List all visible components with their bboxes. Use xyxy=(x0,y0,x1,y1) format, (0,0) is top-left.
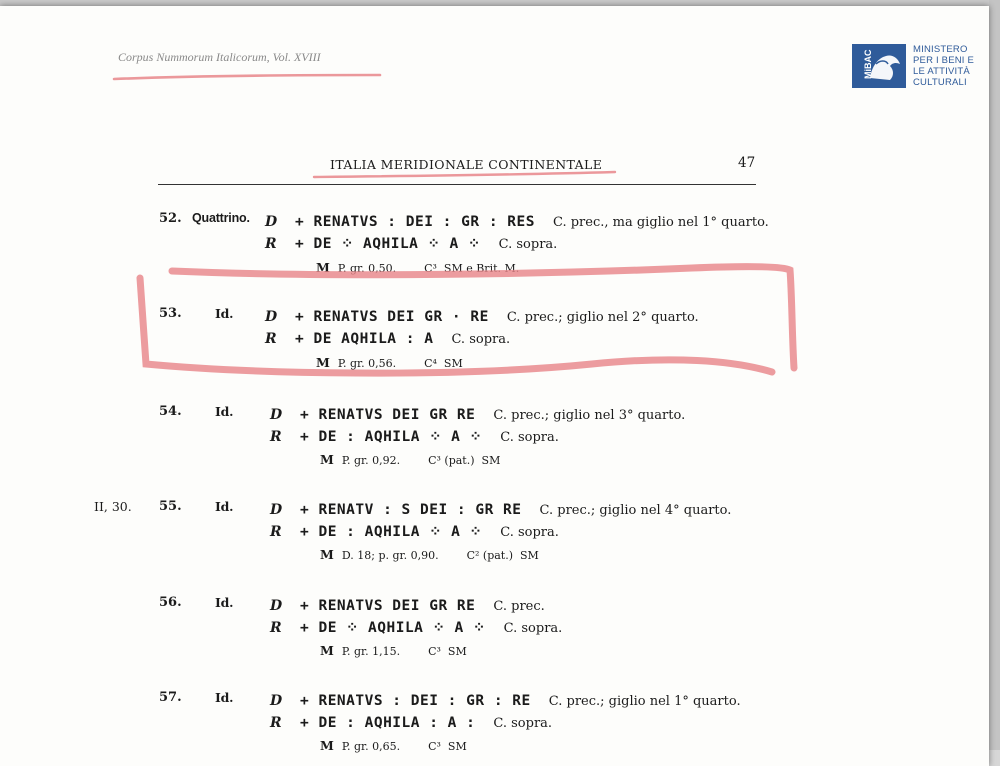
running-head: Corpus Nummorum Italicorum, Vol. XVIII xyxy=(118,50,321,64)
section-title: ITALIA MERIDIONALE CONTINENTALE xyxy=(330,157,603,172)
entry-denomination: Id. xyxy=(215,499,234,514)
reverse-line xyxy=(270,521,559,540)
obverse-line xyxy=(265,306,699,325)
obverse-line xyxy=(270,404,685,423)
entry-denomination: Id. xyxy=(215,690,234,705)
weight: D. 18; p. gr. 0,90. xyxy=(341,549,439,562)
ministry-name xyxy=(913,44,974,88)
weight: P. gr. 0,50. xyxy=(337,262,397,275)
metal-symbol: M xyxy=(320,452,334,467)
obverse-description: C. prec.; giglio nel 2° quarto. xyxy=(506,310,699,325)
rarity: C³ xyxy=(428,740,441,753)
entry-metadata xyxy=(320,643,467,658)
obverse-line xyxy=(270,499,731,518)
metal-symbol: M xyxy=(316,260,330,275)
rarity: C² (pat.) xyxy=(466,549,514,562)
reverse-symbol: R xyxy=(270,429,282,445)
reverse-line xyxy=(270,426,559,445)
obverse-legend: + RENATVS DEI GR RE xyxy=(300,598,476,614)
reverse-symbol: R xyxy=(270,524,282,540)
reverse-line xyxy=(265,328,510,347)
collections: SM xyxy=(447,740,467,753)
entry-metadata xyxy=(320,547,539,562)
rarity: C⁴ xyxy=(424,357,437,370)
reverse-description: C. sopra. xyxy=(498,237,558,252)
entry-denomination: Id. xyxy=(215,404,234,419)
highlight-underline-running-head xyxy=(110,70,385,84)
collections: SM xyxy=(481,454,501,467)
entry-number: 54. xyxy=(159,404,182,419)
weight: P. gr. 0,65. xyxy=(341,740,401,753)
obverse-legend: + RENATVS : DEI : GR : RES xyxy=(295,214,535,230)
obverse-legend: + RENATVS DEI GR · RE xyxy=(295,309,489,325)
obverse-line xyxy=(270,690,741,709)
ministry-name-line: PER I BENI E xyxy=(913,55,975,66)
reverse-symbol: R xyxy=(270,620,282,636)
header-rule xyxy=(158,184,756,185)
entry-denomination: Id. xyxy=(215,595,234,610)
obverse-symbol: D xyxy=(270,407,283,423)
entry-number: 55. xyxy=(159,499,182,514)
obverse-symbol: D xyxy=(270,693,283,709)
collections: SM xyxy=(520,549,539,562)
collections: SM e Brit. M. xyxy=(443,262,520,275)
entry-denomination: Id. xyxy=(215,306,234,321)
cross-reference: II, 30. xyxy=(94,499,132,514)
ministry-name-line: CULTURALI xyxy=(913,77,967,88)
obverse-description: C. prec.; giglio nel 4° quarto. xyxy=(539,503,732,518)
collections: SM xyxy=(447,645,467,658)
obverse-legend: + RENATV : S DEI : GR RE xyxy=(300,502,522,518)
obverse-symbol: D xyxy=(270,598,283,614)
obverse-legend: + RENATVS : DEI : GR : RE xyxy=(300,693,531,709)
weight: P. gr. 0,56. xyxy=(337,357,397,370)
entry-metadata xyxy=(320,452,500,467)
reverse-legend: + DE ⁘ AQHILA ⁘ A ⁘ xyxy=(300,620,486,636)
entry-number: 57. xyxy=(159,690,182,705)
page-number: 47 xyxy=(738,155,756,171)
obverse-description: C. prec.; giglio nel 3° quarto. xyxy=(493,408,686,423)
logo-mark-text: MiBAC xyxy=(863,49,873,79)
obverse-description: C. prec. xyxy=(493,599,545,614)
publisher-logo xyxy=(852,44,977,94)
reverse-description: C. sopra. xyxy=(503,621,563,636)
obverse-description: C. prec.; giglio nel 1° quarto. xyxy=(548,694,741,709)
reverse-legend: + DE : AQHILA ⁘ A ⁘ xyxy=(300,524,483,540)
window-right-edge xyxy=(989,0,1000,750)
rarity: C³ xyxy=(428,645,441,658)
obverse-description: C. prec., ma giglio nel 1° quarto. xyxy=(552,215,769,230)
metal-symbol: M xyxy=(316,355,330,370)
entry-number: 56. xyxy=(159,595,182,610)
reverse-legend: + DE AQHILA : A xyxy=(295,331,434,347)
reverse-legend: + DE : AQHILA ⁘ A ⁘ xyxy=(300,429,483,445)
entry-metadata xyxy=(316,355,463,370)
reverse-description: C. sopra. xyxy=(500,430,559,445)
obverse-line xyxy=(265,211,769,230)
entry-metadata xyxy=(316,260,519,275)
reverse-description: C. sopra. xyxy=(493,716,553,731)
reverse-symbol: R xyxy=(270,715,282,731)
collections: SM xyxy=(443,357,463,370)
metal-symbol: M xyxy=(320,547,334,562)
metal-symbol: M xyxy=(320,643,334,658)
reverse-line xyxy=(270,712,552,731)
reverse-legend: + DE : AQHILA : A : xyxy=(300,715,476,731)
ministry-emblem-icon xyxy=(852,44,906,88)
reverse-symbol: R xyxy=(265,331,277,347)
reverse-description: C. sopra. xyxy=(500,525,559,540)
obverse-symbol: D xyxy=(270,502,283,518)
obverse-symbol: D xyxy=(265,214,278,230)
reverse-line xyxy=(270,617,562,636)
ministry-name-line: LE ATTIVITÀ xyxy=(913,66,970,77)
weight: P. gr. 0,92. xyxy=(341,454,401,467)
document-page[interactable] xyxy=(0,6,989,766)
weight: P. gr. 1,15. xyxy=(341,645,401,658)
obverse-symbol: D xyxy=(265,309,278,325)
obverse-legend: + RENATVS DEI GR RE xyxy=(300,407,476,423)
entry-metadata xyxy=(320,738,467,753)
reverse-description: C. sopra. xyxy=(451,332,511,347)
entry-denomination: Quattrino. xyxy=(192,211,250,225)
obverse-line xyxy=(270,595,545,614)
entry-number: 53. xyxy=(159,306,182,321)
reverse-legend: + DE ⁘ AQHILA ⁘ A ⁘ xyxy=(295,236,481,252)
reverse-line xyxy=(265,233,557,252)
reverse-symbol: R xyxy=(265,236,277,252)
rarity: C³ xyxy=(424,262,437,275)
entry-number: 52. xyxy=(159,211,182,226)
metal-symbol: M xyxy=(320,738,334,753)
ministry-name-line: MINISTERO xyxy=(913,44,968,55)
rarity: C³ (pat.) xyxy=(428,454,475,467)
